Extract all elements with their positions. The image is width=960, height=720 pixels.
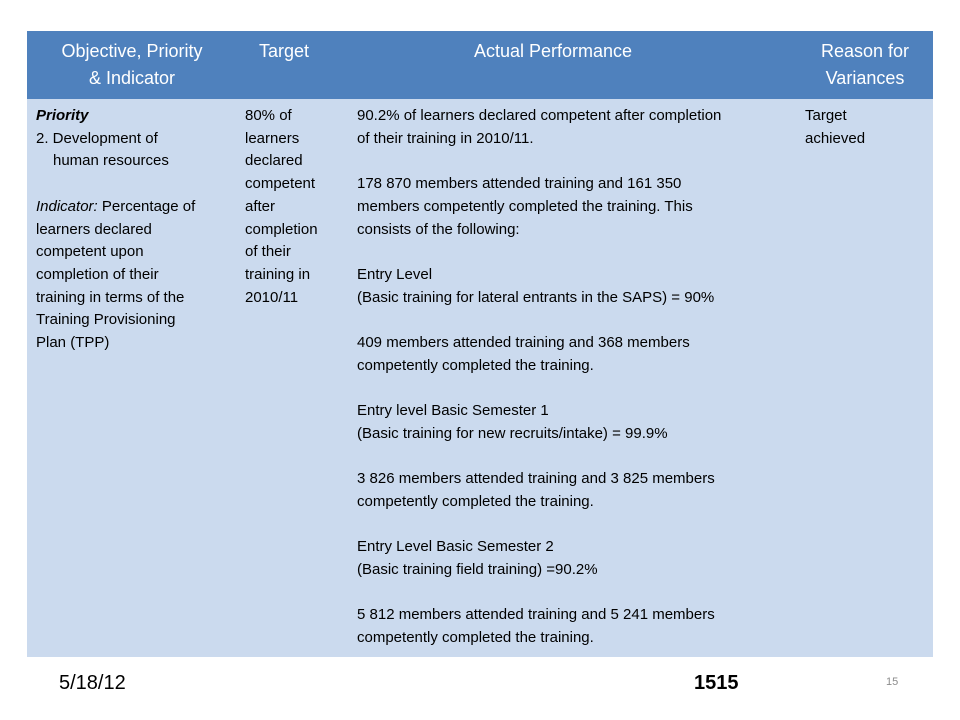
table-header-row — [27, 31, 933, 99]
priority-label: Priority — [36, 107, 89, 124]
reason-text-1: Target — [805, 107, 847, 124]
reason-text-2: achieved — [805, 129, 866, 147]
indicator-text-4: completion of their — [36, 265, 159, 283]
header-objective-line1: Objective, Priority — [61, 41, 203, 61]
actual-p2-l3: consists of the following: — [357, 220, 520, 238]
cell-actual-performance — [357, 105, 793, 650]
actual-p2-l1: 178 870 members attended training and 161 350 — [357, 175, 682, 193]
target-text-6: completion — [245, 220, 318, 238]
cell-reason-for-variances — [805, 105, 915, 150]
header-actual-performance: Actual Performance — [474, 41, 633, 61]
actual-p5-l1: Entry level Basic Semester 1 — [357, 402, 549, 420]
target-text-9: 2010/11 — [245, 288, 299, 306]
actual-p8-l2: competently completed the training. — [357, 629, 594, 647]
header-target: Target — [259, 41, 310, 61]
target-text-4: competent — [245, 175, 316, 193]
indicator-label: Indicator: — [36, 197, 98, 215]
indicator-text-7: Plan (TPP) — [36, 334, 110, 352]
priority-line2: human resources — [53, 152, 169, 170]
target-text-8: training in — [245, 265, 311, 283]
header-reason-line1: Reason for — [820, 41, 910, 61]
indicator-text-2: learners declared — [36, 220, 152, 238]
target-text-7: of their — [245, 243, 291, 261]
footer-date: 5/18/12 — [59, 672, 126, 694]
indicator-text-1: Percentage of — [97, 197, 196, 215]
actual-p8-l1: 5 812 members attended training and 5 241 members — [357, 606, 715, 624]
actual-p1-l2: of their training in 2010/11. — [357, 129, 534, 147]
cell-target — [245, 105, 341, 309]
header-reason-for-variances — [811, 38, 919, 92]
actual-p3-l1: Entry Level — [357, 265, 433, 283]
target-text-3: declared — [245, 152, 303, 170]
header-reason-line2: Variances — [825, 68, 905, 88]
actual-p5-l2: (Basic training for new recruits/intake) = 99.9% — [357, 424, 668, 442]
target-text-1: 80% of — [245, 107, 292, 124]
actual-p7-l1: Entry Level Basic Semester 2 — [357, 538, 554, 556]
slide-page-number: 15 — [886, 676, 899, 688]
header-objective — [37, 38, 227, 92]
actual-p6-l1: 3 826 members attended training and 3 825 members — [357, 470, 715, 488]
actual-p2-l2: members competently completed the training. This — [357, 197, 693, 215]
indicator-line1 — [36, 196, 226, 219]
actual-p7-l2: (Basic training field training) =90.2% — [357, 560, 598, 578]
actual-p4-l2: competently completed the training. — [357, 356, 594, 374]
actual-p6-l2: competently completed the training. — [357, 492, 594, 510]
target-text-2: learners — [245, 129, 300, 147]
target-text-5: after — [245, 197, 276, 215]
indicator-text-5: training in terms of the — [36, 288, 185, 306]
priority-line1: 2. Development of — [36, 129, 158, 147]
indicator-text-3: competent upon — [36, 243, 144, 261]
actual-p3-l2: (Basic training for lateral entrants in the SAPS) = 90% — [357, 288, 715, 306]
performance-table — [27, 31, 933, 657]
footer-code: 1515 — [694, 672, 739, 694]
actual-p4-l1: 409 members attended training and 368 members — [357, 333, 690, 351]
indicator-text-6: Training Provisioning — [36, 311, 176, 329]
cell-objective — [36, 105, 226, 355]
actual-p1-l1: 90.2% of learners declared competent after completion — [357, 107, 722, 124]
header-objective-line2: & Indicator — [88, 68, 176, 88]
